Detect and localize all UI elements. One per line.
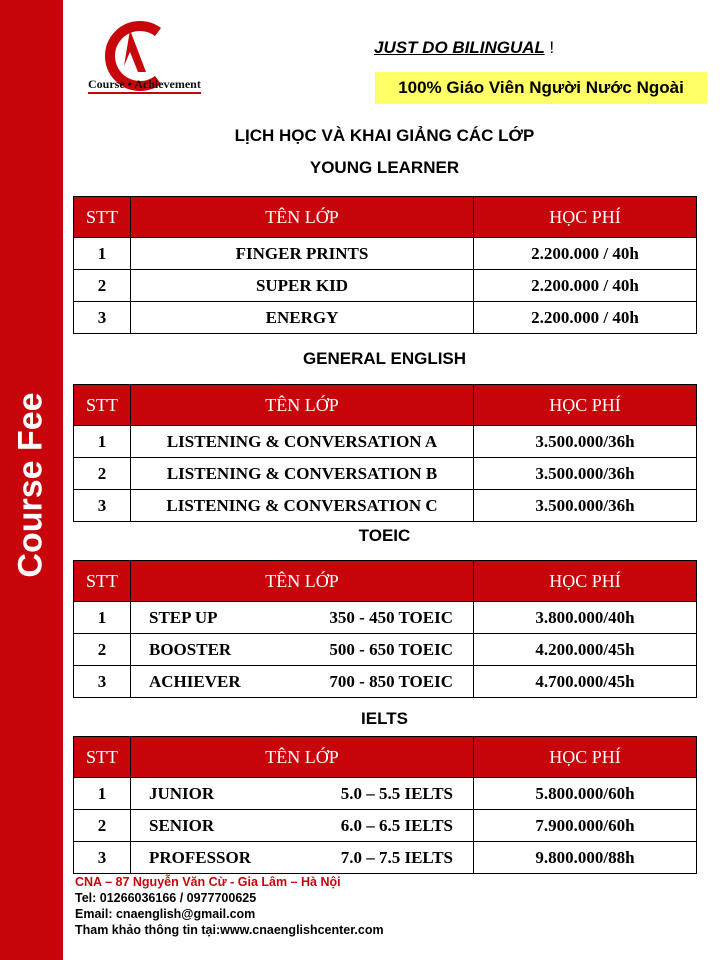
row-name [131,602,474,634]
col-fee: HỌC PHÍ [474,197,697,238]
row-name [131,426,474,458]
footer-web: Tham khảo thông tin tại:www.cnaenglishcenter.com [75,923,384,937]
table-row [74,458,697,490]
row-stt: 1 [74,602,131,634]
row-stt: 2 [74,458,131,490]
class-name: STEP UP [149,607,218,627]
table-header [74,737,697,778]
class-name: SENIOR [149,815,215,835]
class-name: LISTENING & CONVERSATION A [166,431,438,451]
row-fee: 7.900.000/60h [474,810,697,842]
col-fee: HỌC PHÍ [474,561,697,602]
table-row [74,426,697,458]
fee-table [73,196,697,334]
row-fee: 2.200.000 / 40h [474,238,697,270]
col-name: TÊN LỚP [131,385,474,426]
sidebar [0,0,63,960]
row-stt: 2 [74,270,131,302]
row-name [131,302,474,334]
row-stt: 3 [74,842,131,874]
row-fee: 2.200.000 / 40h [474,302,697,334]
teacher-badge: 100% Giáo Viên Người Nước Ngoài [375,72,707,104]
footer-email: Email: cnaenglish@gmail.com [75,907,256,921]
section-title: TOEIC [358,526,411,545]
row-fee: 3.500.000/36h [474,458,697,490]
row-fee: 4.700.000/45h [474,666,697,698]
table-header [74,561,697,602]
col-stt: STT [74,385,131,426]
row-name [131,634,474,666]
table-row [74,302,697,334]
col-name: TÊN LỚP [131,737,474,778]
section-title: IELTS [361,709,408,728]
footer-tel: Tel: 01266036166 / 0977700625 [75,891,257,905]
row-stt: 3 [74,302,131,334]
col-stt: STT [74,737,131,778]
row-fee: 3.800.000/40h [474,602,697,634]
row-stt: 2 [74,810,131,842]
logo-text: Course • Achievement [88,77,201,94]
col-name: TÊN LỚP [131,561,474,602]
class-level: 5.0 – 5.5 IELTS [340,783,453,803]
section-title: GENERAL ENGLISH [302,349,467,368]
slogan-text: JUST DO BILINGUAL [374,38,545,57]
col-stt: STT [74,197,131,238]
row-fee: 2.200.000 / 40h [474,270,697,302]
page-title: LỊCH HỌC VÀ KHAI GIẢNG CÁC LỚP [234,126,535,145]
row-name [131,490,474,522]
row-stt: 1 [74,426,131,458]
class-name: BOOSTER [149,639,232,659]
class-level: 700 - 850 TOEIC [329,671,453,691]
class-level: 7.0 – 7.5 IELTS [340,847,453,867]
col-stt: STT [74,561,131,602]
col-name: TÊN LỚP [131,197,474,238]
slogan [374,38,554,58]
row-fee: 3.500.000/36h [474,426,697,458]
table-header [74,197,697,238]
table-row [74,238,697,270]
table-row [74,778,697,810]
footer [75,874,384,938]
fee-table [73,560,697,698]
row-name [131,778,474,810]
row-name [131,666,474,698]
fee-table [73,384,697,522]
class-name: FINGER PRINTS [235,243,369,263]
table-header [74,385,697,426]
col-fee: HỌC PHÍ [474,385,697,426]
class-name: LISTENING & CONVERSATION B [166,463,438,483]
col-fee: HỌC PHÍ [474,737,697,778]
row-stt: 1 [74,238,131,270]
row-stt: 2 [74,634,131,666]
row-fee: 9.800.000/88h [474,842,697,874]
class-name: ENERGY [265,307,339,327]
class-name: SUPER KID [255,275,349,295]
class-name: ACHIEVER [149,671,241,691]
table-row [74,634,697,666]
row-name [131,810,474,842]
sidebar-title: Course Fee [11,392,50,578]
class-name: PROFESSOR [149,847,252,867]
table-row [74,810,697,842]
section-title: YOUNG LEARNER [309,158,460,177]
class-name: LISTENING & CONVERSATION C [166,495,438,515]
row-name [131,270,474,302]
class-level: 500 - 650 TOEIC [329,639,453,659]
table-row [74,602,697,634]
table-row [74,666,697,698]
class-name: JUNIOR [149,783,215,803]
row-stt: 3 [74,490,131,522]
class-level: 350 - 450 TOEIC [329,607,453,627]
slogan-suffix: ! [549,38,555,57]
row-name [131,238,474,270]
row-name [131,842,474,874]
footer-address: CNA – 87 Nguyễn Văn Cừ - Gia Lâm – Hà Nội [75,875,341,889]
table-row [74,270,697,302]
row-fee: 4.200.000/45h [474,634,697,666]
table-row [74,842,697,874]
row-name [131,458,474,490]
class-level: 6.0 – 6.5 IELTS [340,815,453,835]
row-stt: 3 [74,666,131,698]
fee-table [73,736,697,874]
table-row [74,490,697,522]
row-stt: 1 [74,778,131,810]
row-fee: 3.500.000/36h [474,490,697,522]
row-fee: 5.800.000/60h [474,778,697,810]
